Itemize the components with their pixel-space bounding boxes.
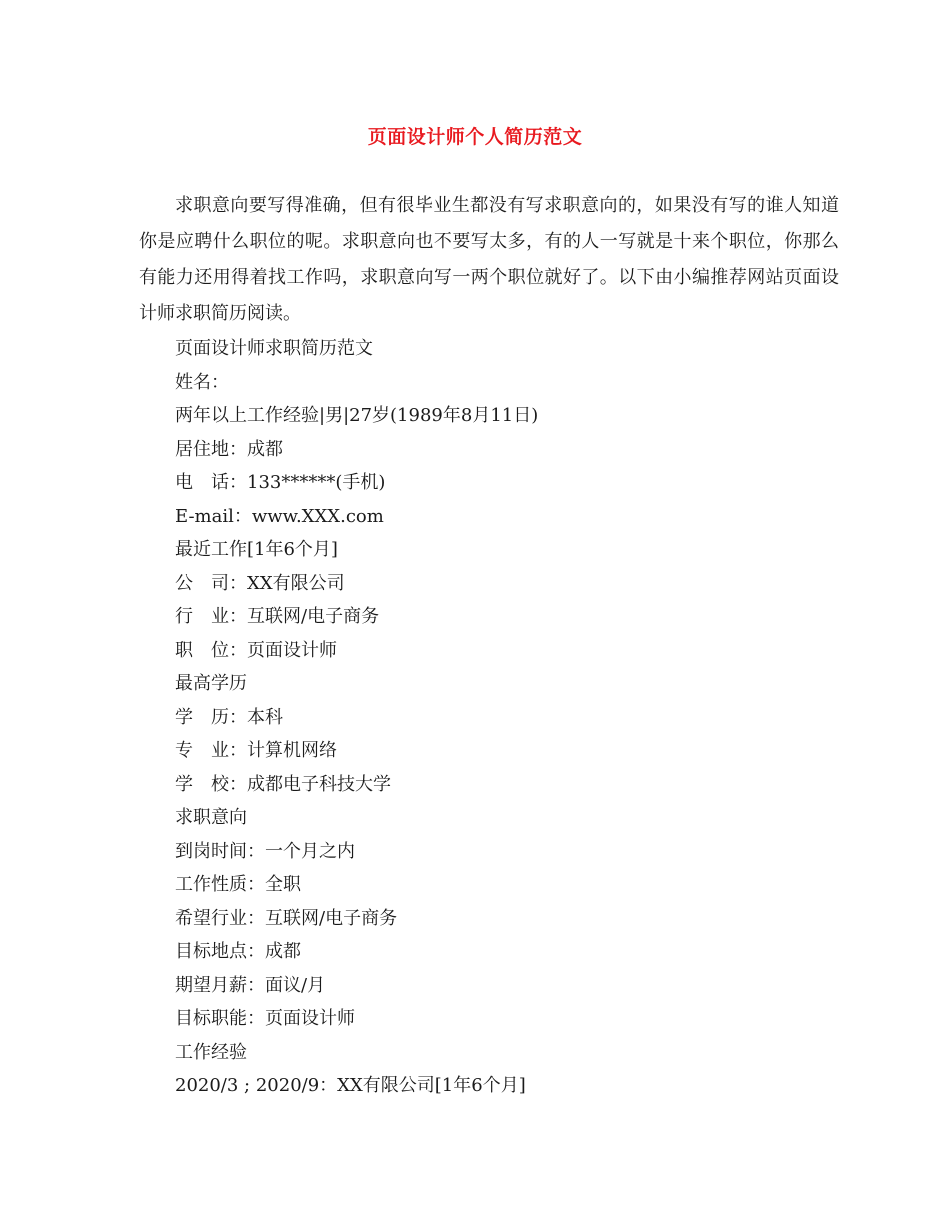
resume-line: 学 历：本科 <box>175 706 283 728</box>
resume-line: 2020/3 ; 2020/9：XX有限公司[1年6个月] <box>175 1075 526 1096</box>
document-title: 页面设计师个人简历范文 <box>367 126 583 148</box>
resume-line: 目标职能：页面设计师 <box>175 1008 355 1029</box>
resume-line: 公 司：XX有限公司 <box>175 572 345 594</box>
resume-line: 两年以上工作经验|男|27岁(1989年8月11日) <box>175 405 539 426</box>
resume-line: 页面设计师求职简历范文 <box>175 338 373 359</box>
resume-line: 工作性质：全职 <box>175 874 301 895</box>
resume-line: 专 业：计算机网络 <box>175 740 337 761</box>
resume-line: 希望行业：互联网/电子商务 <box>175 907 398 929</box>
resume-line: 目标地点：成都 <box>175 941 301 962</box>
resume-line: 居住地：成都 <box>175 438 283 460</box>
resume-line: 到岗时间：一个月之内 <box>175 840 355 862</box>
resume-line: 姓名： <box>175 371 229 393</box>
resume-line: 工作经验 <box>175 1041 247 1063</box>
resume-line: 求职意向 <box>175 807 247 828</box>
resume-line: 学 校：成都电子科技大学 <box>175 773 391 795</box>
resume-line: 期望月薪：面议/月 <box>175 974 326 996</box>
resume-line: 行 业：互联网/电子商务 <box>175 606 380 627</box>
resume-line: 职 位：页面设计师 <box>175 639 337 661</box>
resume-line: 电 话：133******(手机) <box>175 472 386 493</box>
resume-lines <box>175 332 855 1103</box>
resume-line: 最近工作[1年6个月] <box>175 539 338 560</box>
intro-paragraph: 求职意向要写得准确，但有很毕业生都没有写求职意向的，如果没有写的谁人知道你是应聘什么职位的呢。求职意向也不要写太多，有的人一写就是十来个职位，你那么有能力还用得着找工作吗，求职意向写一两个职位就好了。以下由小编推荐网站页面设计师求职简历阅读。 <box>139 195 839 324</box>
resume-line: E-mail：www.XXX.com <box>175 505 384 527</box>
resume-line: 最高学历 <box>175 673 247 694</box>
